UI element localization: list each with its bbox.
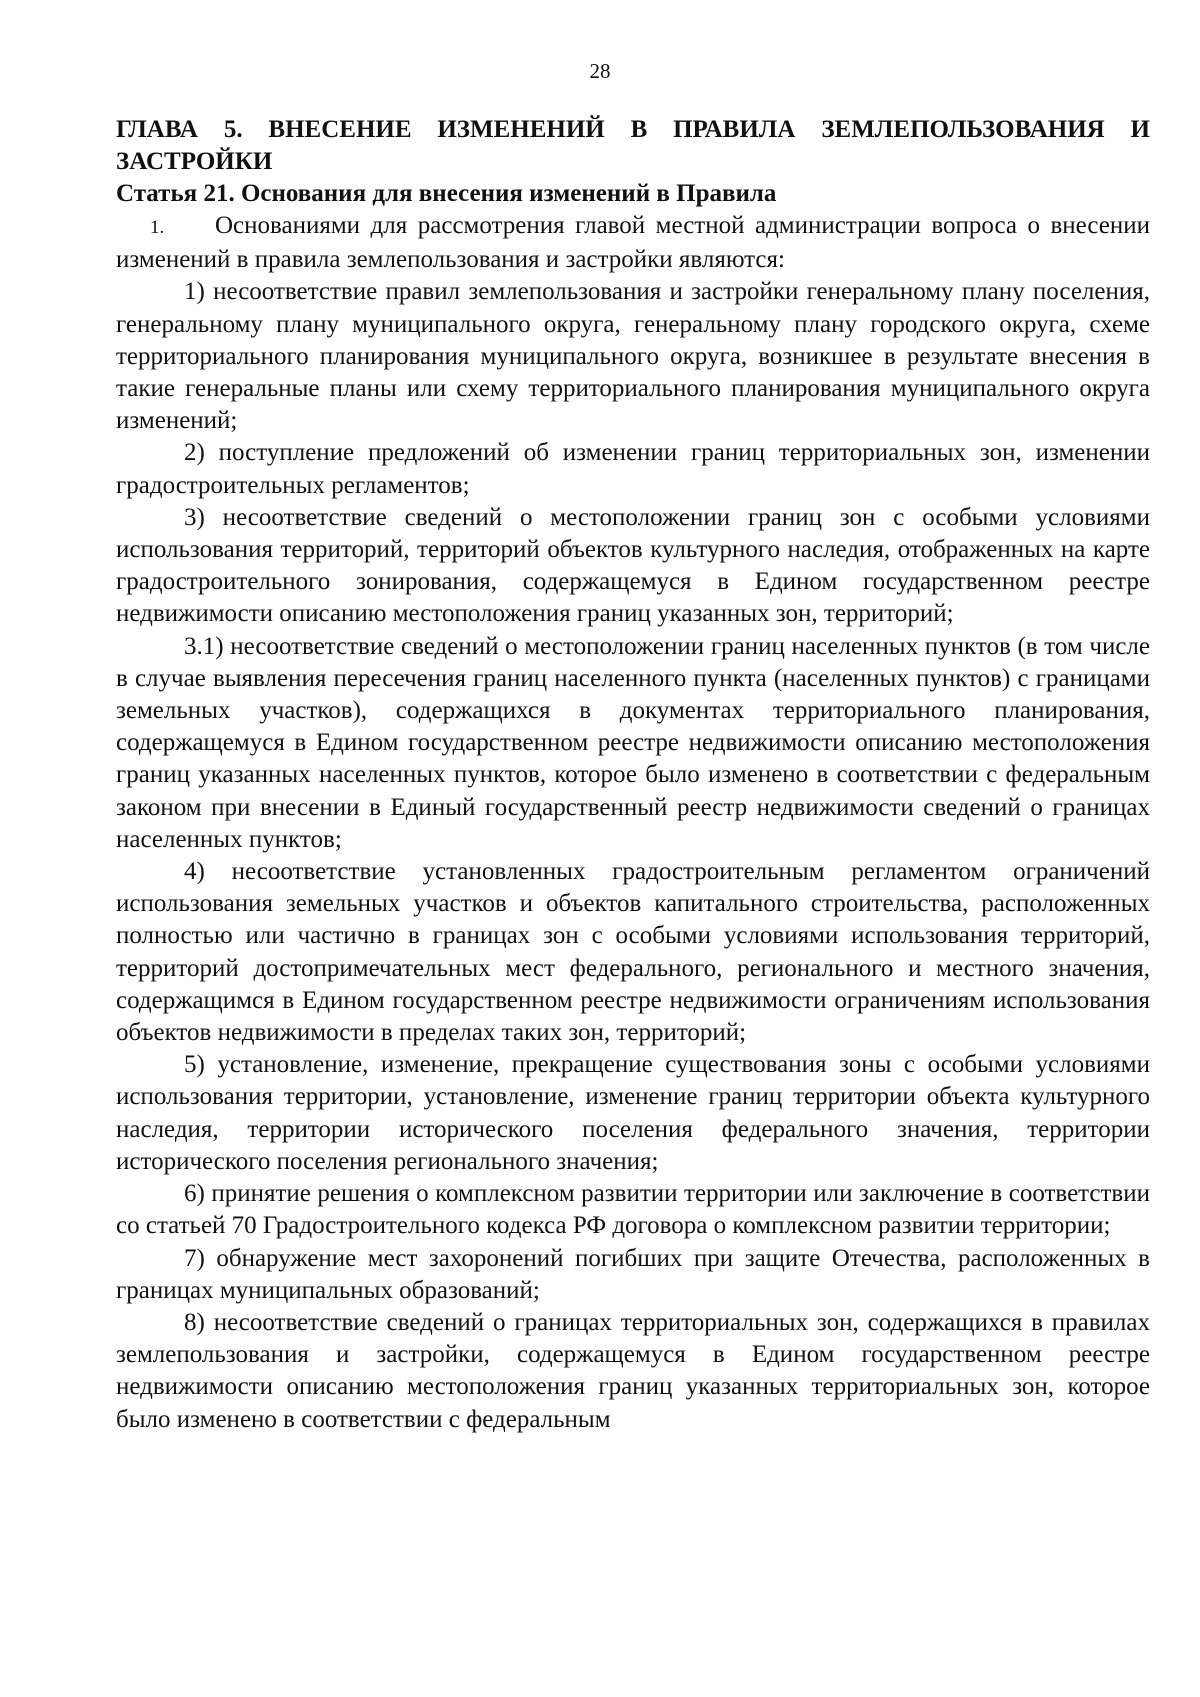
- chapter-title: ГЛАВА 5. ВНЕСЕНИЕ ИЗМЕНЕНИЙ В ПРАВИЛА ЗЕМЛЕПОЛЬЗОВАНИЯ И ЗАСТРОЙКИ: [116, 116, 1150, 175]
- item-7: 7) обнаружение мест захоронений погибших при защите Отечества, расположенных в границах муниципальных образований;: [116, 1244, 1150, 1304]
- item-3: 3) несоответствие сведений о местоположении границ зон с особыми условиями использования территорий, территорий объектов культурного наследия, отображенных на карте градостроительного зонирования, содержащемуся в Едином государственном реестре недвижимости описанию местоположения границ указанных зон, территорий;: [116, 503, 1150, 628]
- page-number: 28: [589, 59, 611, 83]
- document-body: [116, 114, 1150, 1436]
- item-6: 6) принятие решения о комплексном развитии территории или заключение в соответствии со статьей 70 Градостроительного кодекса РФ договора о комплексном развитии территории;: [116, 1180, 1150, 1240]
- clause-1: [116, 210, 1150, 276]
- item-8: 8) несоответствие сведений о границах территориальных зон, содержащихся в правилах землепользования и застройки, содержащемуся в Едином государственном реестре недвижимости описанию местоположения границ указанных территориальных зон, которое было изменено в соответствии с федеральным: [116, 1308, 1150, 1433]
- item-2: 2) поступление предложений об изменении границ территориальных зон, изменении градостроительных регламентов;: [116, 439, 1150, 499]
- clause-1-number: 1.: [150, 217, 165, 238]
- item-3-1: 3.1) несоответствие сведений о местоположении границ населенных пунктов (в том числе в случае выявления пересечения границ населенного пункта (населенных пунктов) с границами земельных участков), содержащихся в документах территориального планирования, содержащемуся в Едином государственном реестре недвижимости описанию местоположения границ указанных населенных пунктов, которое было изменено в соответствии с федеральным законом при внесении в Единый государственный реестр недвижимости сведений о границах населенных пунктов;: [116, 632, 1150, 853]
- article-title: Статья 21. Основания для внесения изменений в Правила: [116, 180, 777, 207]
- item-5: 5) установление, изменение, прекращение существования зоны с особыми условиями использования территории, установление, изменение границ территории объекта культурного наследия, территории исторического поселения федерального значения, территории исторического поселения регионального значения;: [116, 1051, 1150, 1175]
- item-4: 4) несоответствие установленных градостроительным регламентом ограничений использования земельных участков и объектов капитального строительства, расположенных полностью или частично в границах зон с особыми условиями использования территорий, территорий достопримечательных мест федерального, регионального и местного значения, содержащимся в Едином государственном реестре недвижимости ограничениям использования объектов недвижимости в пределах таких зон, территорий;: [116, 858, 1150, 1047]
- item-1: 1) несоответствие правил землепользования и застройки генеральному плану поселения, генеральному плану муниципального округа, генеральному плану городского округа, схеме территориального планирования муниципального округа, возникшее в результате внесения в такие генеральные планы или схему территориального планирования муниципального округа изменений;: [116, 278, 1150, 435]
- clause-1-text: Основаниями для рассмотрения главой местной администрации вопроса о внесении изменений в правила землепользования и застройки являются:: [116, 212, 1150, 274]
